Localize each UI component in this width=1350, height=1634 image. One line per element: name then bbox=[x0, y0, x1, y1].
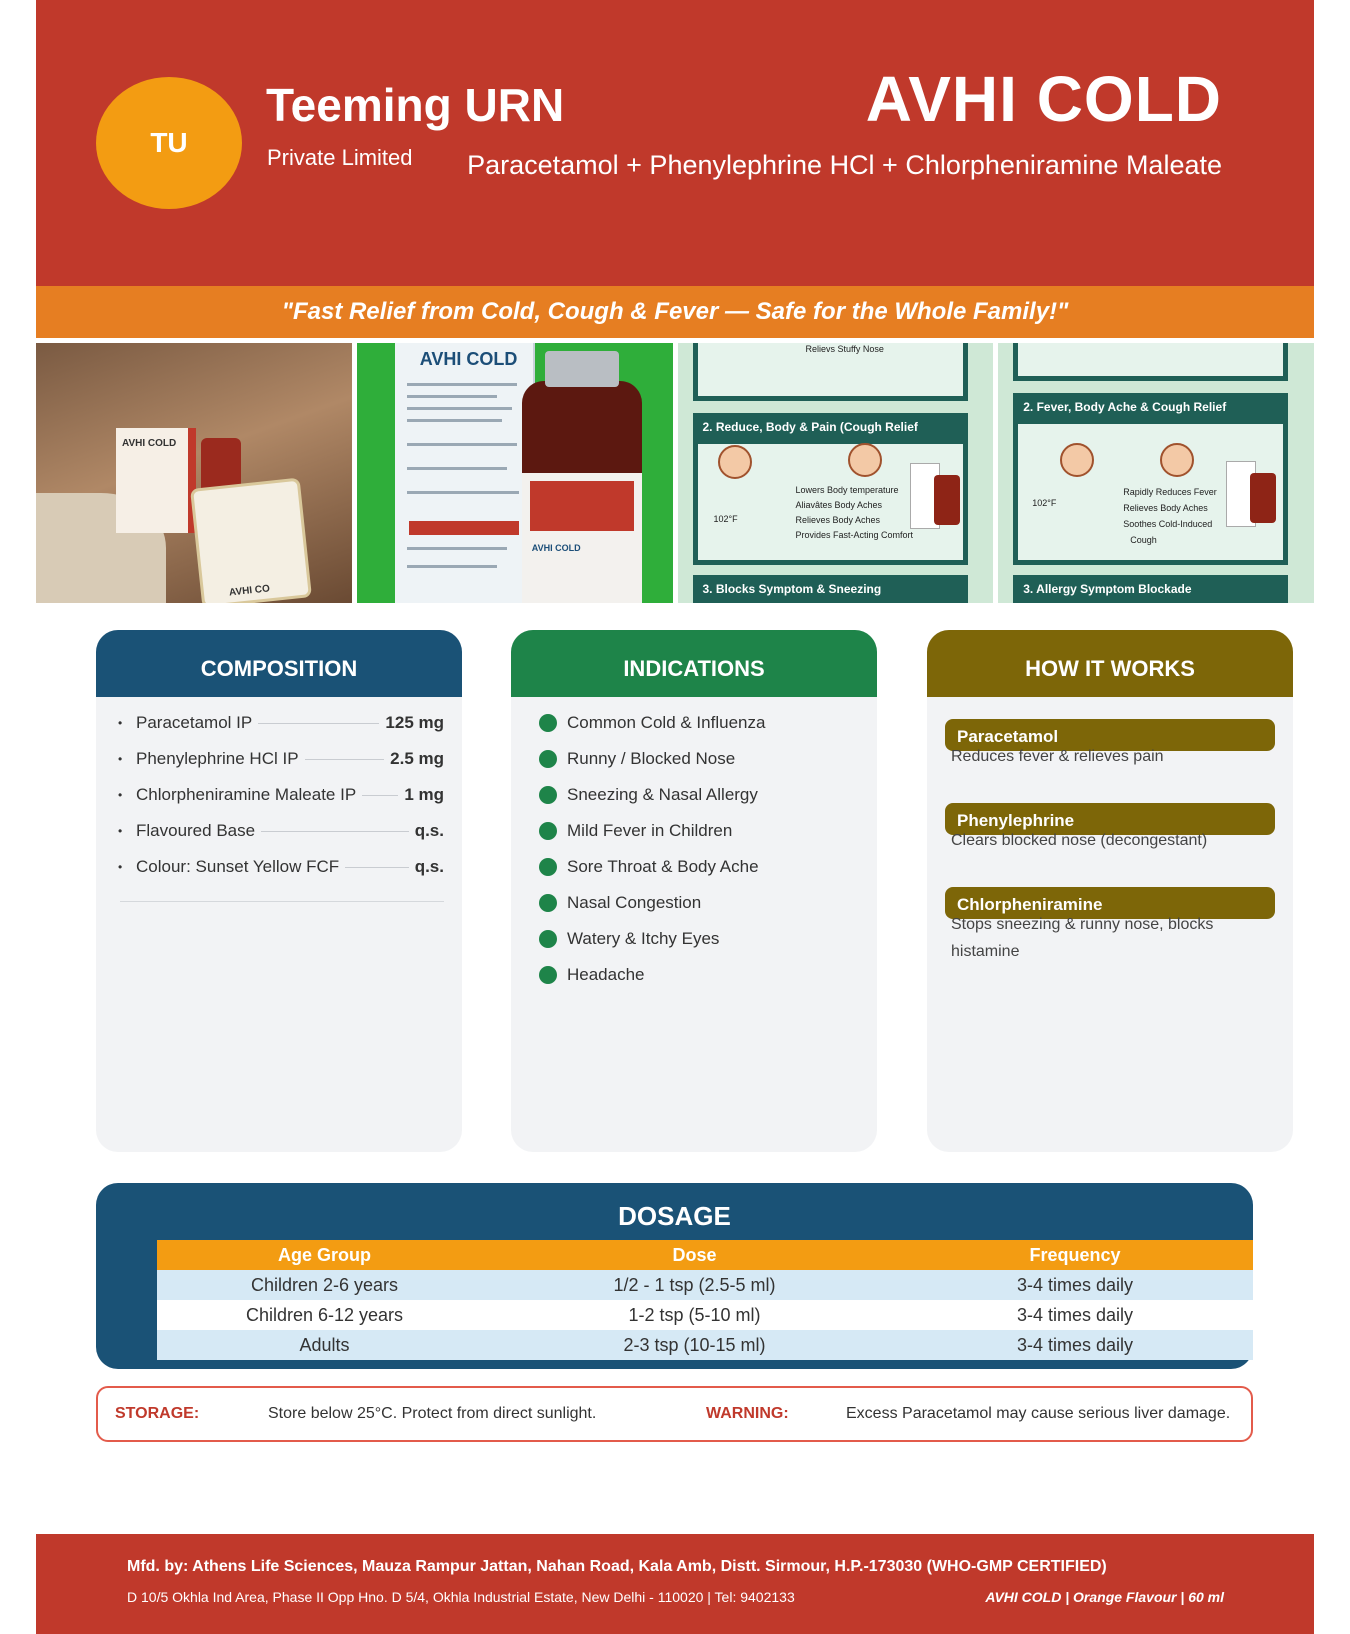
cell-frequency: 3-4 times daily bbox=[897, 1300, 1253, 1330]
header-banner bbox=[36, 0, 1314, 286]
indication-item bbox=[539, 705, 857, 741]
indications-title: INDICATIONS bbox=[511, 630, 877, 697]
carton-text-line bbox=[407, 395, 497, 398]
indication-text: Sneezing & Nasal Allergy bbox=[567, 785, 758, 804]
indication-text: Nasal Congestion bbox=[567, 893, 702, 912]
info-bullet: Lowers Body temperature bbox=[795, 485, 899, 495]
temperature-label: 102°F bbox=[713, 514, 738, 524]
illustration-card bbox=[190, 478, 312, 603]
dosage-table bbox=[157, 1240, 1253, 1360]
ingredient-name: Flavoured Base bbox=[136, 821, 256, 840]
composition-item bbox=[118, 777, 444, 813]
carton-red-band bbox=[409, 521, 519, 535]
how-it-works-title: HOW IT WORKS bbox=[927, 630, 1293, 697]
product-name: AVHI COLD bbox=[865, 63, 1222, 135]
ingredient-name: Chlorpheniramine Maleate IP bbox=[136, 785, 357, 804]
composition-item bbox=[118, 741, 444, 777]
green-dot-icon bbox=[539, 858, 557, 876]
indications-list bbox=[511, 697, 877, 993]
info-bullet: Aliavâtes Body Aches bbox=[795, 500, 883, 510]
mechanism-desc: Stops sneezing & runny nose, blocks histamine bbox=[951, 916, 1214, 960]
indication-item bbox=[539, 957, 857, 993]
indication-item bbox=[539, 885, 857, 921]
info-bullet: Provides Fast-Acting Comfort bbox=[795, 530, 914, 540]
info-frame-top bbox=[1013, 343, 1288, 381]
carton-text-line bbox=[407, 407, 512, 410]
indication-item bbox=[539, 741, 857, 777]
indication-text: Sore Throat & Body Ache bbox=[567, 857, 759, 876]
indication-item bbox=[539, 813, 857, 849]
cell-dose: 2-3 tsp (10-15 ml) bbox=[492, 1330, 897, 1360]
warning-text: Excess Paracetamol may cause serious liver damage. bbox=[846, 1405, 1231, 1422]
how-it-works-card bbox=[927, 630, 1293, 1152]
composition-item bbox=[118, 813, 444, 849]
info-bottom-title: 3. Blocks Symptom & Sneezing bbox=[693, 575, 968, 603]
storage-text: Store below 25°C. Protect from direct sunlight. bbox=[268, 1405, 597, 1422]
green-dot-icon bbox=[539, 966, 557, 984]
ingredient-qty: 125 mg bbox=[385, 713, 444, 732]
storage-warning-box bbox=[96, 1386, 1253, 1442]
mechanism-item bbox=[945, 803, 1275, 854]
indication-item bbox=[539, 849, 857, 885]
leader-line bbox=[362, 795, 398, 796]
composition-card bbox=[96, 630, 462, 1152]
carton-text-line bbox=[407, 491, 519, 494]
product-carton bbox=[395, 343, 535, 603]
card-label: AVHI CO bbox=[228, 583, 271, 599]
ingredient-qty: q.s. bbox=[414, 821, 444, 840]
footer-banner bbox=[36, 1534, 1314, 1634]
green-dot-icon bbox=[539, 786, 557, 804]
child-face-icon bbox=[1060, 443, 1094, 477]
mechanism-name: Phenylephrine bbox=[945, 803, 1275, 835]
dosage-title: DOSAGE bbox=[618, 1201, 731, 1231]
divider bbox=[120, 901, 444, 902]
company-subtitle: Private Limited bbox=[267, 145, 413, 170]
cell-frequency: 3-4 times daily bbox=[897, 1270, 1253, 1300]
bottle-label bbox=[522, 473, 642, 603]
bottle-label-text: AVHI COLD bbox=[531, 543, 581, 553]
mechanism-name: Chlorpheniramine bbox=[945, 887, 1275, 919]
green-dot-icon bbox=[539, 894, 557, 912]
dosage-header-row bbox=[157, 1240, 1253, 1270]
warning-label: WARNING: bbox=[706, 1405, 789, 1422]
cell-age-group: Children 2-6 years bbox=[157, 1270, 492, 1300]
leader-line bbox=[258, 723, 379, 724]
company-name: Teeming URN bbox=[266, 79, 565, 131]
table-row bbox=[157, 1330, 1253, 1360]
bullet-dot: • bbox=[118, 716, 123, 730]
bullet-dot: • bbox=[118, 824, 123, 838]
mechanism-desc: Reduces fever & relieves pain bbox=[951, 748, 1164, 765]
mechanism-desc: Clears blocked nose (decongestant) bbox=[951, 832, 1208, 849]
bullet-dot: • bbox=[118, 788, 123, 802]
cell-age-group: Children 6-12 years bbox=[157, 1300, 492, 1330]
cell-dose: 1-2 tsp (5-10 ml) bbox=[492, 1300, 897, 1330]
ingredient-qty: 2.5 mg bbox=[390, 749, 444, 768]
header-dose: Dose bbox=[492, 1240, 897, 1270]
company-logo bbox=[96, 77, 242, 209]
ingredient-name: Phenylephrine HCl IP bbox=[136, 749, 299, 768]
composition-item bbox=[118, 705, 444, 741]
product-info-line: AVHI COLD | Orange Flavour | 60 ml bbox=[985, 1589, 1224, 1605]
leader-line bbox=[345, 867, 409, 868]
header-age-group: Age Group bbox=[157, 1240, 492, 1270]
logo-text: TU bbox=[150, 127, 188, 158]
dosage-panel bbox=[96, 1183, 1253, 1369]
info-top-note: Relievs Stuffy Nose bbox=[805, 344, 884, 354]
indication-text: Headache bbox=[567, 965, 645, 984]
info-bullet: Relieves Body Aches bbox=[795, 515, 881, 525]
green-dot-icon bbox=[539, 714, 557, 732]
carton-text-line bbox=[407, 565, 497, 568]
indication-text: Watery & Itchy Eyes bbox=[567, 929, 720, 948]
carton-text-line bbox=[407, 383, 517, 386]
info-panel-title: 2. Reduce, Body & Pain (Cough Relief bbox=[693, 413, 968, 441]
mini-bottle bbox=[1250, 473, 1276, 523]
info-panel-title: 2. Fever, Body Ache & Cough Relief bbox=[1013, 393, 1288, 421]
product-photo-living-room bbox=[36, 343, 352, 603]
indication-text: Mild Fever in Children bbox=[567, 821, 733, 840]
storage-label: STORAGE: bbox=[115, 1405, 200, 1422]
temperature-label: 102°F bbox=[1032, 498, 1057, 508]
product-photo-green bbox=[357, 343, 673, 603]
mini-bottle bbox=[934, 475, 960, 525]
bottle-cap bbox=[545, 351, 619, 387]
composition-list bbox=[96, 697, 462, 885]
mechanism-item bbox=[945, 887, 1275, 965]
carton-text-line bbox=[407, 419, 502, 422]
info-bullet: Relieves Body Aches bbox=[1123, 503, 1208, 513]
info-panel-photo-1 bbox=[678, 343, 994, 603]
composition-title: COMPOSITION bbox=[96, 630, 462, 697]
indication-text: Common Cold & Influenza bbox=[567, 713, 766, 732]
product-formula: Paracetamol + Phenylephrine HCl + Chlorpheniramine Maleate bbox=[467, 150, 1222, 180]
indications-card bbox=[511, 630, 877, 1152]
bullet-dot: • bbox=[118, 752, 123, 766]
info-bullet: Soothes Cold-Induced bbox=[1123, 519, 1213, 529]
table-row bbox=[157, 1270, 1253, 1300]
carton-text-line bbox=[407, 443, 517, 446]
mechanism-item bbox=[945, 719, 1275, 770]
ingredient-name: Paracetamol IP bbox=[136, 713, 253, 732]
green-dot-icon bbox=[539, 822, 557, 840]
ingredient-qty: 1 mg bbox=[404, 785, 444, 804]
photo-strip bbox=[36, 343, 1314, 603]
address-line: D 10/5 Okhla Ind Area, Phase II Opp Hno. D 5/4, Okhla Industrial Estate, New Delhi - 110020 | Tel: 9402133 bbox=[127, 1589, 795, 1605]
how-it-works-list bbox=[927, 697, 1293, 965]
mechanism-name: Paracetamol bbox=[945, 719, 1275, 751]
table-row bbox=[157, 1300, 1253, 1330]
indication-item bbox=[539, 921, 857, 957]
composition-item bbox=[118, 849, 444, 885]
cell-frequency: 3-4 times daily bbox=[897, 1330, 1253, 1360]
ingredient-name: Colour: Sunset Yellow FCF bbox=[136, 857, 340, 876]
leader-line bbox=[261, 831, 409, 832]
info-panel-photo-2 bbox=[998, 343, 1314, 603]
leader-line bbox=[305, 759, 385, 760]
ingredient-qty: q.s. bbox=[414, 857, 444, 876]
bullet-dot: • bbox=[118, 860, 123, 874]
manufacturer-line: Mfd. by: Athens Life Sciences, Mauza Rampur Jattan, Nahan Road, Kala Amb, Distt. Sirmour, H.P.-173030 (WHO-GMP CERTIFIED) bbox=[127, 1558, 1107, 1575]
header-frequency: Frequency bbox=[897, 1240, 1253, 1270]
info-bullet: Cough bbox=[1130, 535, 1157, 545]
child-face-icon bbox=[1160, 443, 1194, 477]
bottle-label-red bbox=[530, 481, 634, 531]
green-dot-icon bbox=[539, 750, 557, 768]
indication-text: Runny / Blocked Nose bbox=[567, 749, 736, 768]
tagline-banner: "Fast Relief from Cold, Cough & Fever — Safe for the Whole Family!" bbox=[36, 286, 1314, 338]
info-bullet: Rapidly Reduces Fever bbox=[1123, 487, 1217, 497]
indication-item bbox=[539, 777, 857, 813]
carton-text-line bbox=[407, 547, 507, 550]
product-box bbox=[116, 428, 196, 533]
box-label: AVHI COLD bbox=[122, 438, 177, 449]
cell-age-group: Adults bbox=[157, 1330, 492, 1360]
carton-label: AVHI COLD bbox=[419, 349, 518, 369]
child-face-icon bbox=[848, 443, 882, 477]
cell-dose: 1/2 - 1 tsp (2.5-5 ml) bbox=[492, 1270, 897, 1300]
child-face-icon bbox=[718, 445, 752, 479]
info-bottom-title: 3. Allergy Symptom Blockade bbox=[1013, 575, 1288, 603]
carton-text-line bbox=[407, 467, 507, 470]
green-dot-icon bbox=[539, 930, 557, 948]
